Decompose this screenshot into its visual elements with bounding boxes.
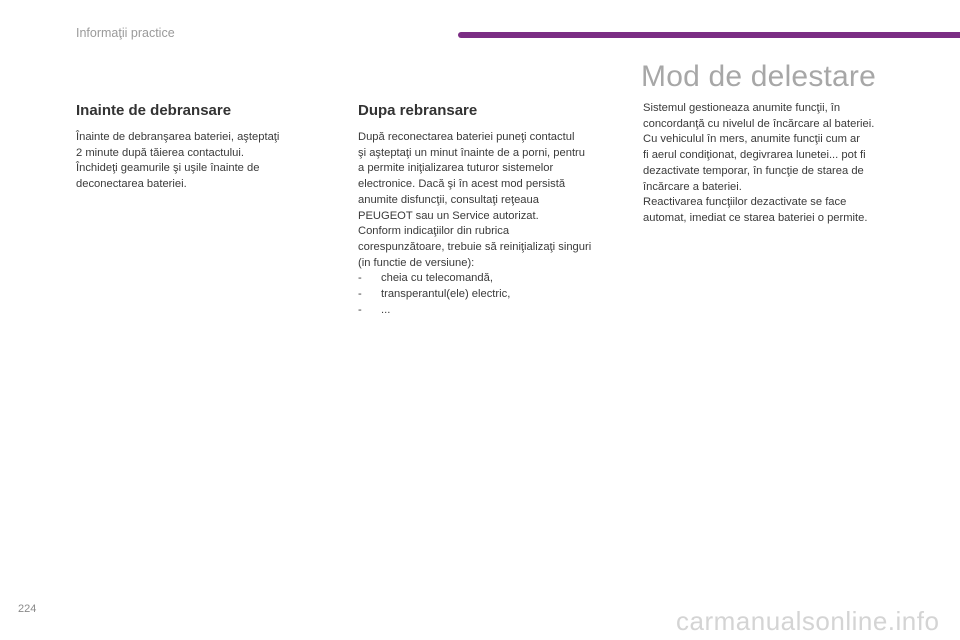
paragraph-line: a permite iniţializarea tuturor sistemelor bbox=[358, 162, 554, 175]
column-load-shedding bbox=[643, 101, 913, 227]
column-before-disconnect bbox=[76, 101, 316, 193]
load-shedding-title: Mod de delestare bbox=[641, 60, 877, 93]
page-number: 224 bbox=[18, 603, 37, 615]
paragraph-line: şi aşteptaţi un minut înainte de a porni, pentru bbox=[358, 146, 586, 159]
paragraph-line: dezactivate temporar, în funcţie de starea de bbox=[643, 164, 864, 177]
paragraph-line: Sistemul gestioneaza anumite funcţii, în bbox=[643, 102, 841, 114]
list-item-text: cheia cu telecomandă, bbox=[381, 272, 493, 285]
paragraph-line: Cu vehiculul în mers, anumite funcţii cum ar bbox=[643, 133, 860, 146]
header-accent-bar bbox=[458, 32, 960, 38]
paragraph-line: PEUGEOT sau un Service autorizat. bbox=[358, 209, 539, 222]
paragraph-line: concordanţă cu nivelul de încărcare al bateriei. bbox=[643, 117, 875, 130]
list-item bbox=[358, 271, 623, 287]
list-item-text: ... bbox=[381, 303, 391, 316]
paragraph-line: deconectarea bateriei. bbox=[76, 178, 187, 191]
list-dash: - bbox=[358, 303, 362, 316]
paragraph-line: Reactivarea funcţiilor dezactivate se face bbox=[643, 196, 847, 209]
list-item bbox=[358, 303, 623, 319]
watermark: carmanualsonline.info bbox=[676, 606, 940, 636]
section-title: Informaţii practice bbox=[76, 26, 175, 40]
paragraph-line: anumite disfuncţii, consultaţi reţeaua bbox=[358, 193, 539, 206]
paragraph-line: Închideţi geamurile şi uşile înainte de bbox=[76, 162, 260, 175]
heading-before-disconnect: Inainte de debransare bbox=[76, 102, 232, 119]
column-after-reconnect bbox=[358, 101, 623, 318]
heading-after-reconnect: Dupa rebransare bbox=[358, 102, 478, 119]
list-dash: - bbox=[358, 272, 362, 285]
paragraph-line: încărcare a bateriei. bbox=[643, 180, 742, 193]
paragraph-line: automat, imediat ce starea bateriei o permite. bbox=[643, 211, 868, 224]
paragraph-line: electronice. Dacă şi în acest mod persistă bbox=[358, 178, 566, 191]
list-dash: - bbox=[358, 288, 362, 301]
paragraph-line: 2 minute după tăierea contactului. bbox=[76, 146, 244, 159]
paragraph-line: (in functie de versiune): bbox=[358, 256, 475, 269]
paragraph-line: Conform indicaţiilor din rubrica bbox=[358, 225, 510, 238]
paragraph-line: Înainte de debranşarea bateriei, aşteptaţi bbox=[76, 131, 280, 143]
list-item bbox=[358, 287, 623, 303]
paragraph-line: corespunzătoare, trebuie să reiniţializaţi singuri bbox=[358, 240, 592, 253]
paragraph-line: După reconectarea bateriei puneţi contactul bbox=[358, 131, 575, 143]
reinit-list bbox=[358, 271, 623, 318]
list-item-text: transperantul(ele) electric, bbox=[381, 288, 511, 301]
paragraph-line: fi aerul condiţionat, degivrarea lunetei... pot fi bbox=[643, 149, 866, 162]
